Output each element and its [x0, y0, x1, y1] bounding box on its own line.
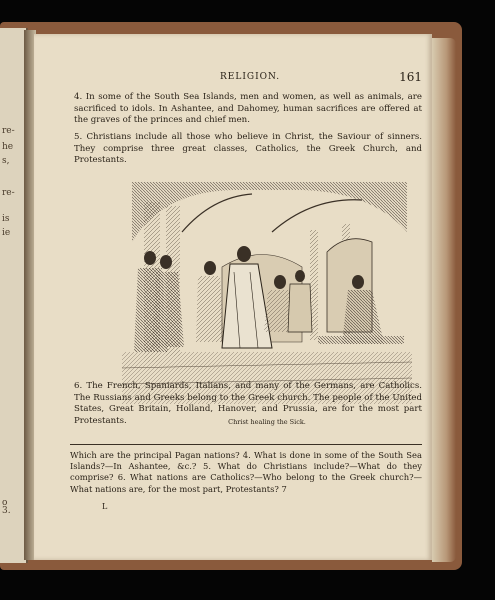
left-page-fragment: re- — [2, 188, 15, 198]
review-questions: Which are the principal Pagan nations? 4. What is done in some of the South Sea Islands?—In Ashantee, &c.? 5. What do Christians include?—What do they comprise? 6. What nations are Catholics?—Who belong to the Greek church?—What nations are, for the most part, Protestants? 7 — [70, 450, 422, 494]
paragraph-5: 5. Christians include all those who believe in Christ, the Saviour of sinners. They comprise three great classes, Catholics, the Greek Church, and Protestants. — [74, 132, 422, 166]
engraving-picture — [122, 172, 412, 412]
left-page-fragment: he — [2, 142, 14, 152]
section-divider — [70, 444, 422, 445]
paragraph-6: 6. The French, Spaniards, Italians, and many of the Germans, are Catholics. The Russians and Greeks belong to the Greek church. The people of the United States, Great Britain, Holland, Hanover, and Prussia, are for the most part Protestants. — [74, 381, 422, 426]
engraving-illustration — [122, 172, 412, 426]
left-page-fragment: 3. — [2, 506, 11, 516]
illustration-caption: Christ healing the Sick. — [228, 418, 306, 426]
left-page-fragment: o — [2, 498, 8, 508]
left-page-fragment: ie — [2, 228, 11, 238]
signature-mark: L — [102, 502, 108, 511]
left-page-fragment: s, — [2, 156, 10, 166]
paragraph-4: 4. In some of the South Sea Islands, men and women, as well as animals, are sacrificed to idols. In Ashantee, and Dahomey, human sacrifices are offered at the graves of the princes and chief men. — [74, 92, 422, 126]
page-number: 161 — [399, 70, 422, 84]
book-page — [34, 34, 432, 560]
left-page-fragment: is — [2, 214, 10, 224]
running-title: RELIGION. — [220, 72, 281, 82]
page-edge — [432, 38, 456, 562]
left-page-fragment: re- — [2, 126, 15, 136]
running-header — [70, 72, 422, 86]
